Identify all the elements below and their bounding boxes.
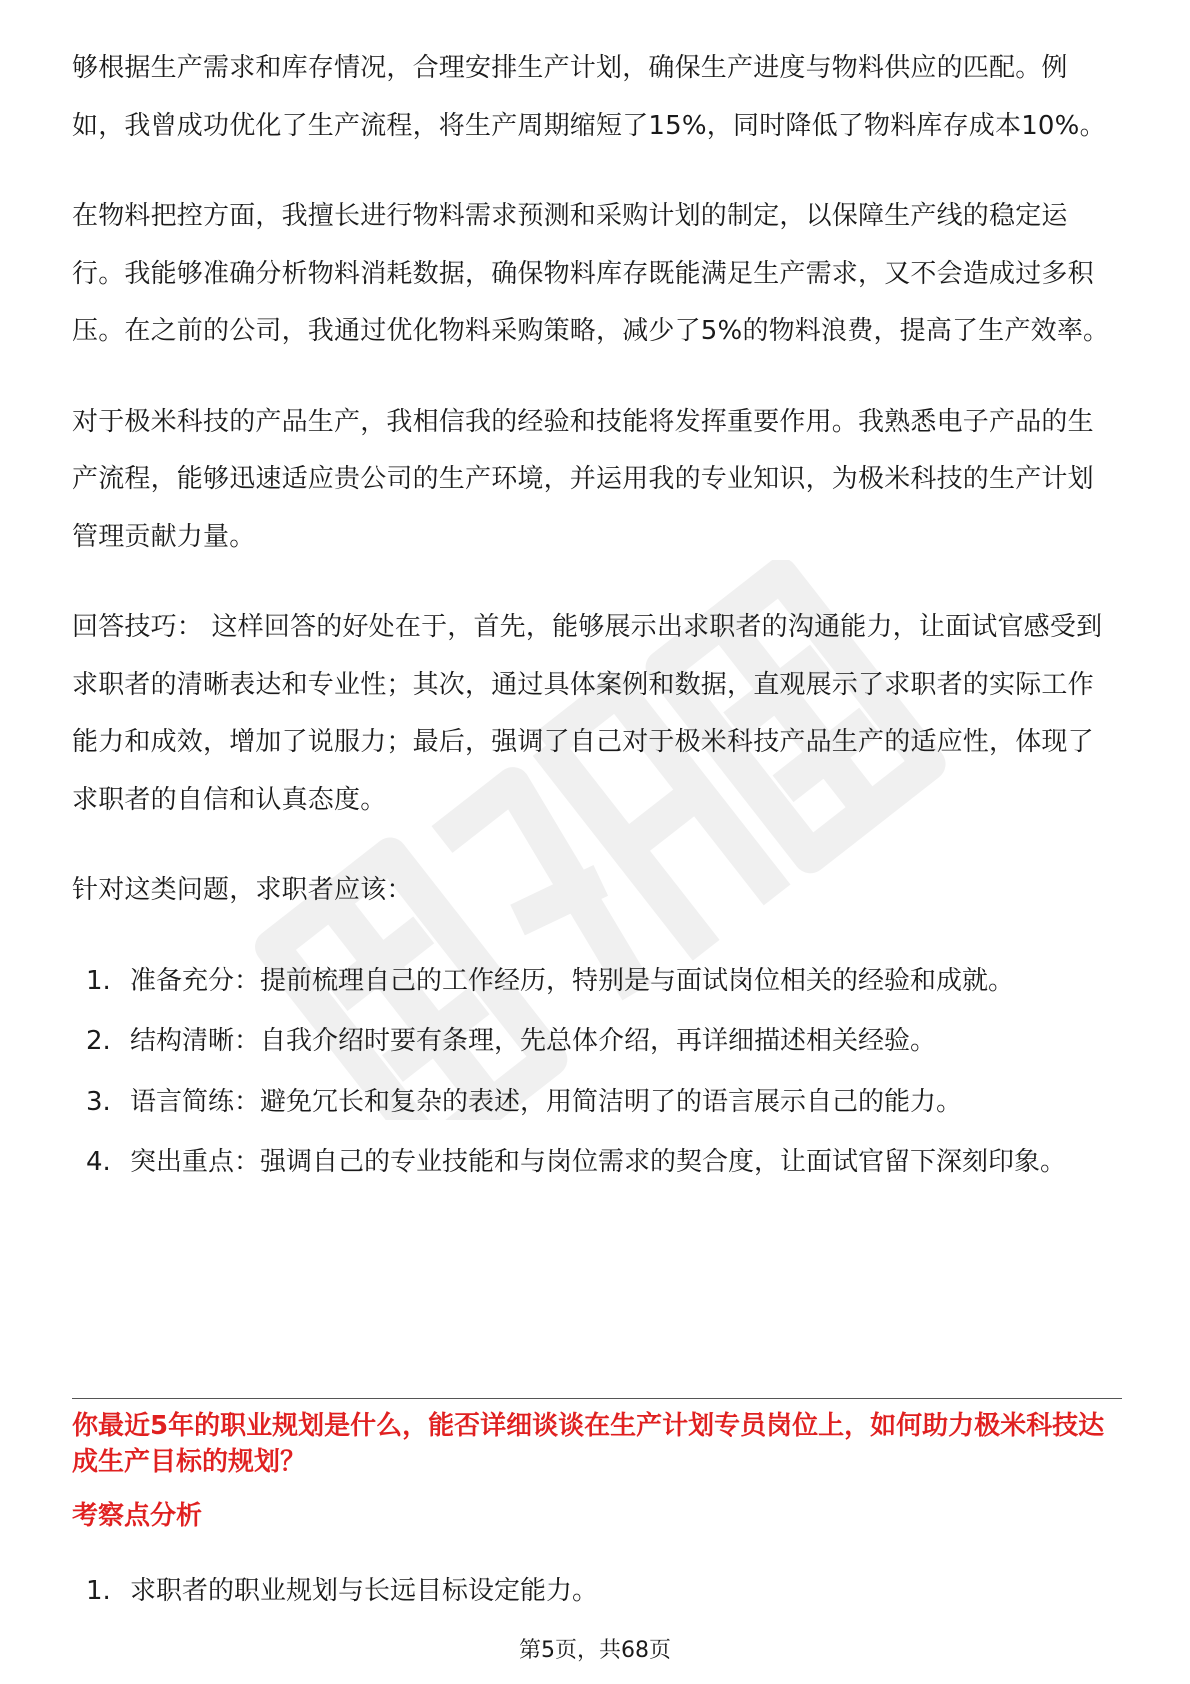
paragraph-answer-tips: 回答技巧： 这样回答的好处在于，首先，能够展示出求职者的沟通能力，让面试官感受到求职者的清晰表达和专业性；其次，通过具体案例和数据，直观展示了求职者的实际工作能力和成效，增加了说服力；最后，强调了自己对于极米科技产品生产的适应性，体现了求职者的自信和认真态度。 <box>72 612 1103 815</box>
list-item-text: 语言简练：避免冗长和复杂的表述，用简洁明了的语言展示自己的能力。 <box>130 1086 963 1117</box>
list-item <box>72 1134 1118 1192</box>
analysis-list <box>72 1563 1118 1624</box>
list-item <box>72 1074 1118 1132</box>
section-divider <box>72 1398 1122 1399</box>
paragraph-advice-intro: 针对这类问题，求职者应该： <box>72 875 413 905</box>
paragraph-production-planning: 够根据生产需求和库存情况，合理安排生产计划，确保生产进度与物料供应的匹配。例如，我曾成功优化了生产流程，将生产周期缩短了15%，同时降低了物料库存成本10%。 <box>72 53 1106 141</box>
list-item <box>72 1013 1118 1071</box>
list-item-number: 1. <box>86 1576 111 1606</box>
list-item-number: 1. <box>86 965 111 996</box>
list-item-text: 结构清晰：自我介绍时要有条理，先总体介绍，再详细描述相关经验。 <box>130 1026 937 1056</box>
analysis-heading: 考察点分析 <box>72 1501 203 1531</box>
list-item-number: 3. <box>86 1086 111 1117</box>
tips-list <box>72 953 1118 1192</box>
list-item <box>72 953 1118 1011</box>
paragraph-material-control: 在物料把控方面，我擅长进行物料需求预测和采购计划的制定，以保障生产线的稳定运行。我能够准确分析物料消耗数据，确保物料库存既能满足生产需求，又不会造成过多积压。在之前的公司，我通过优化物料采购策略，减少了5%的物料浪费，提高了生产效率。 <box>72 201 1110 346</box>
document-body <box>72 40 1118 1195</box>
list-item-text: 求职者的职业规划与长远目标设定能力。 <box>130 1576 599 1606</box>
list-item-text: 突出重点：强调自己的专业技能和与岗位需求的契合度，让面试官留下深刻印象。 <box>130 1147 1067 1177</box>
question-heading: 你最近5年的职业规划是什么，能否详细谈谈在生产计划专员岗位上，如何助力极米科技达成生产目标的规划？ <box>72 1411 1105 1477</box>
list-item-text: 准备充分：提前梳理自己的工作经历，特别是与面试岗位相关的经验和成就。 <box>130 965 1015 996</box>
page-footer: 第5页，共68页 <box>519 1638 671 1663</box>
list-item-number: 4. <box>86 1147 111 1177</box>
paragraph-company-fit: 对于极米科技的产品生产，我相信我的经验和技能将发挥重要作用。我熟悉电子产品的生产流程，能够迅速适应贵公司的生产环境，并运用我的专业知识，为极米科技的生产计划管理贡献力量。 <box>72 406 1094 552</box>
list-item <box>72 1563 1118 1621</box>
list-item-number: 2. <box>86 1026 111 1056</box>
